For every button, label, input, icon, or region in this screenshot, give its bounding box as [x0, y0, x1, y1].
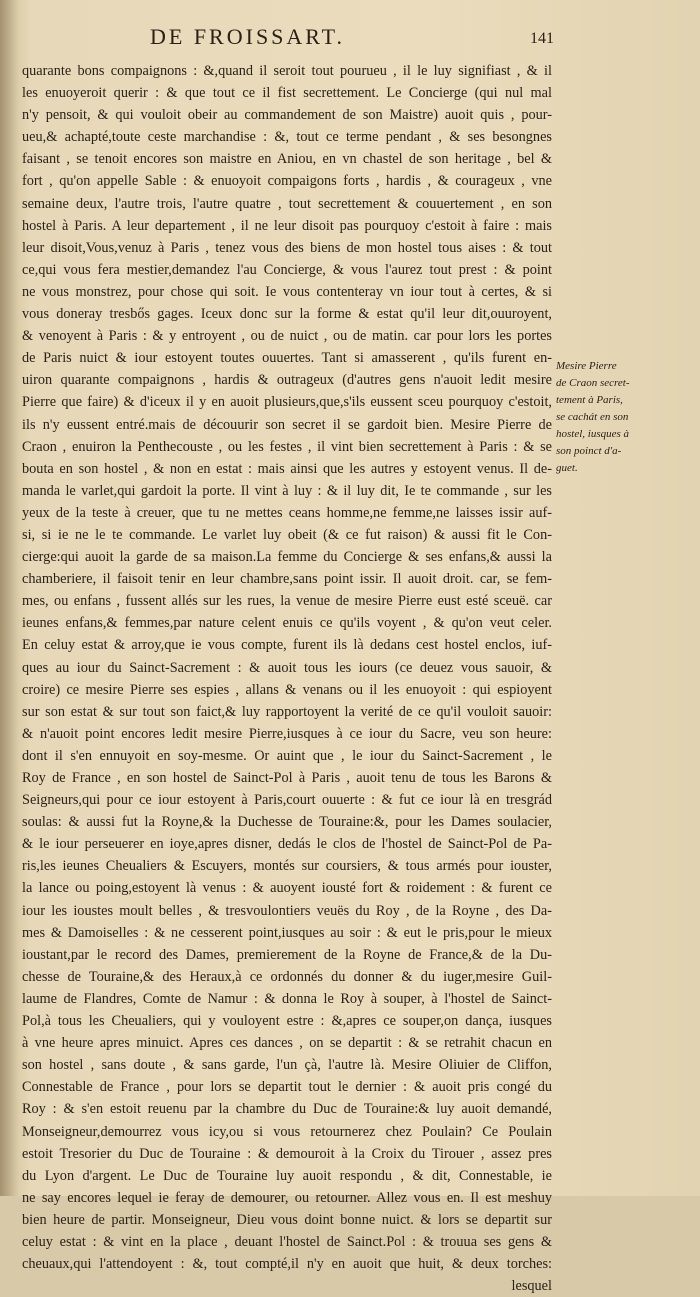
text-line: yeux de la teste à creuer, que tu ne mettes ceans homme,ne femme,ne laisses issir auf-	[22, 504, 552, 521]
text-line: ques au iour du Sainct-Sacrement : & auoit tous les iours (ce deuez vous sauoir, &	[22, 659, 552, 676]
text-line: ioustant,par le record des Dames, premierement de la Royne de France,& de la Du-	[22, 946, 552, 963]
margin-note-line: son poinct d'a-	[556, 445, 622, 457]
text-line: ieunes enfans,& femmes,par nature celent enuis ce qu'ils voyent , & qu'on veut celer.	[22, 615, 552, 632]
text-line: ne vous monstrez, pour chose qui soit. Ie vous contenteray vn iour tout à certes, & si	[22, 283, 552, 300]
text-line: soulas: & aussi fut la Royne,& la Duchesse de Touraine:&, pour les Dames soulacier,	[22, 814, 552, 831]
text-line: de Paris nuict & iour estoyent toutes ouuertes. Tant si amasserent , qu'ils furent en-	[22, 350, 552, 367]
margin-note-line: guet.	[556, 462, 578, 474]
text-line: sur son estat & sur tout son faict,& luy rapportoyent la verité de ce qu'il vouloit sauoir:	[22, 703, 552, 720]
page-number: 141	[530, 30, 554, 47]
text-line: ce,qui vous fera mestier,demandez l'au Concierge, & vous l'aurez tout prest : & point	[22, 261, 552, 278]
text-line: bien heure de partir. Monseigneur, Dieu vous doint bonne nuict. & lors se departit sur	[22, 1211, 552, 1228]
margin-note-line: se cachát en son	[556, 411, 629, 423]
margin-note-line: Mesire Pierre	[556, 360, 617, 372]
text-line: Roy de France , en son hostel de Sainct-Pol à Paris , auoit tenu de tous les Barons &	[22, 770, 552, 786]
text-line: lesquel	[511, 1278, 552, 1295]
text-line: & n'auoit point encores ledit mesire Pierre,iusques à ce iour du Sacre, veu son heure:	[22, 725, 552, 742]
text-line: manda le varlet,qui gardoit la porte. Il vint à luy : & il luy dit, Ie te commande , sur les	[22, 482, 552, 499]
text-line: à vne heure apres minuict. Apres ces dances , on se departit : & se retrahit chacun en	[22, 1035, 552, 1052]
text-line: Pol,à tous les Cheualiers, qui y vouloyent estre : &,apres ce souper,on dança, iusques	[22, 1013, 552, 1030]
text-line: dont il s'en ennuyoit en soy-mesme. Or auint que , le iour du Sainct-Sacrement , le	[22, 747, 552, 764]
text-line: mes, ou enfans , fussent allés sur les rues, la venue de mesire Pierre eust esté sceuë. car	[22, 593, 552, 610]
text-line: chesse de Touraine,& des Heraux,à ce ordonnés du donner & du iuger,mesire Guil-	[22, 968, 552, 985]
text-line: celuy estat : & vint en la place , deuant l'hostel de Sainct.Pol : & trouua ses gens &	[22, 1233, 552, 1250]
text-line: bouta en son hostel , & non en estat : mais ainsi que les autres y estoyent venus. Il de-	[22, 460, 552, 477]
text-line: mes & Damoiselles : & ne cesserent point,iusques au soir : & eut le pris,pour le mieux	[22, 924, 552, 941]
text-line: vous doneray tresbős gages. Iceux donc sur la forme & estat qu'il leur dit,ouuroyent,	[22, 306, 552, 323]
text-line: croire) ce mesire Pierre ses espies , allans & venans ou il les enuoyoit : qui espioyent	[22, 681, 552, 698]
text-line: ils n'y eussent entré.mais de découurir son secret il se gardoit bien. Mesire Pierre de	[22, 416, 552, 433]
text-line: quarante bons compaignons : &,quand il seroit tout pourueu , il le luy signifiast , & il	[22, 63, 552, 79]
margin-note-line: hostel, iusques à	[556, 428, 630, 440]
text-line: son hostel , sans doute , & sans garde, l'un çà, l'autre là. Mesire Oliuier de Cliffon,	[22, 1057, 552, 1074]
text-line: si, si ie ne le te commande. Le varlet luy obeit (& ce fut raison) & aussi fit le Con-	[22, 526, 552, 543]
text-line: la lance ou poing,estoyent là venus : & auoyent iousté fort & roidement : & furent ce	[22, 880, 552, 897]
running-title: DE FROISSART.	[150, 24, 345, 49]
text-line: & le iour perseuerer en ioye,apres disner, dedás le clos de l'hostel de Sainct-Pol de Pa-	[22, 836, 552, 853]
page-gutter-shadow	[0, 0, 18, 1196]
text-line: leur disoit,Vous,venuz à Paris , tenez vous des biens de mon hostel tous aises : & tout	[22, 239, 552, 256]
margin-note-line: de Craon secret-	[556, 377, 630, 389]
text-line: laume de Flandres, Comte de Namur : & donna le Roy à souper, à l'hostel de Sainct-	[22, 990, 552, 1007]
text-line: fort , qu'on appelle Sable : & enuoyoit compaigons forts , hardis , & courageux , vne	[22, 173, 552, 190]
margin-note	[556, 358, 686, 477]
text-line: uiron quarante compaignons , hardis & outrageux (d'autres gens n'auoit ledit mesire	[22, 372, 552, 389]
text-line: chamberiere, il faisoit tenir en leur chambre,sans point issir. Il auoit droit. car, se fem-	[22, 571, 552, 588]
text-line: hostel à Paris. A leur departement , il ne leur disoit pas pourquoy c'estoit à faire : mais	[22, 217, 552, 234]
text-line: & venoyent à Paris : & y entroyent , ou de nuict , ou de matin. car pour lors les portes	[22, 328, 552, 345]
text-line: n'y pensoit, & qui vouloit obeir au commandement de son Maistre) auoit quis , pour-	[22, 107, 552, 124]
text-line: Connestable de France , pour lors se departit tout le dernier : & auoit pris congé du	[22, 1079, 552, 1096]
text-line: du Lyon d'argent. Le Duc de Touraine luy auoit respondu , & dit, Connestable, ie	[22, 1167, 552, 1184]
text-line: Craon , enuiron la Penthecouste , ou les festes , il vint bien secrettement à Paris : & se	[22, 438, 552, 455]
text-line: iour les ioustes moult belles , & tresvoulontiers veuës du Roy , de la Royne , des Da-	[22, 902, 552, 919]
text-line: Seigneurs,qui pour ce iour estoyent à Paris,court ouuerte : & fut ce iour là en tresgrád	[22, 792, 552, 809]
text-line: ueu,& achapté,toute ceste marchandise : &, tout ce terme pendant , & ses besongnes	[22, 129, 552, 146]
text-line: semaine deux, l'autre trois, l'autre quatre , tout secrettement & couuertement , en son	[22, 195, 552, 212]
text-line: estoit Tresorier du Duc de Touraine : & demouroit à la Croix du Tirouer , assez pres	[22, 1145, 552, 1162]
text-line: ris,les ieunes Cheualiers & Escuyers, montés sur coursiers, & tous armés pour iouster,	[22, 858, 552, 875]
main-text-block	[22, 60, 552, 1297]
text-line: faisant , se tenoit encores son maistre en Aniou, en vn chastel de son heritage , bel &	[22, 151, 552, 168]
text-line: cheuaux,qui l'attendoyent : &, tout compté,il n'y en auoit que huit, & deux torches:	[22, 1256, 552, 1273]
text-line: Roy : & s'en estoit reuenu par la chambre du Duc de Touraine:& luy auoit demandé,	[22, 1101, 552, 1118]
text-line: En celuy estat & arroy,que ie vous compte, furent ils là dedans cest hostel enclos, iuf-	[22, 637, 552, 654]
text-line: Monseigneur,demourrez vous icy,ou si vous retournerez chez Poulain? Ce Poulain	[22, 1123, 552, 1140]
text-line: ne say encores lequel ie feray de demourer, ou retourner. Allez vous en. Il est meshuy	[22, 1189, 552, 1206]
text-line: Pierre que faire) & d'iceux il y en auoit plusieurs,que,s'ils eussent sceu pourquoy c'estoit,	[22, 394, 552, 411]
margin-note-line: tement à Paris,	[556, 394, 623, 406]
text-line: cierge:qui auoit la garde de sa maison.La femme du Concierge & ses enfans,& aussi la	[22, 549, 552, 566]
text-line: les enuoyeroit querir : & que tout ce il fist secrettement. Le Concierge (qui nul mal	[22, 85, 552, 102]
